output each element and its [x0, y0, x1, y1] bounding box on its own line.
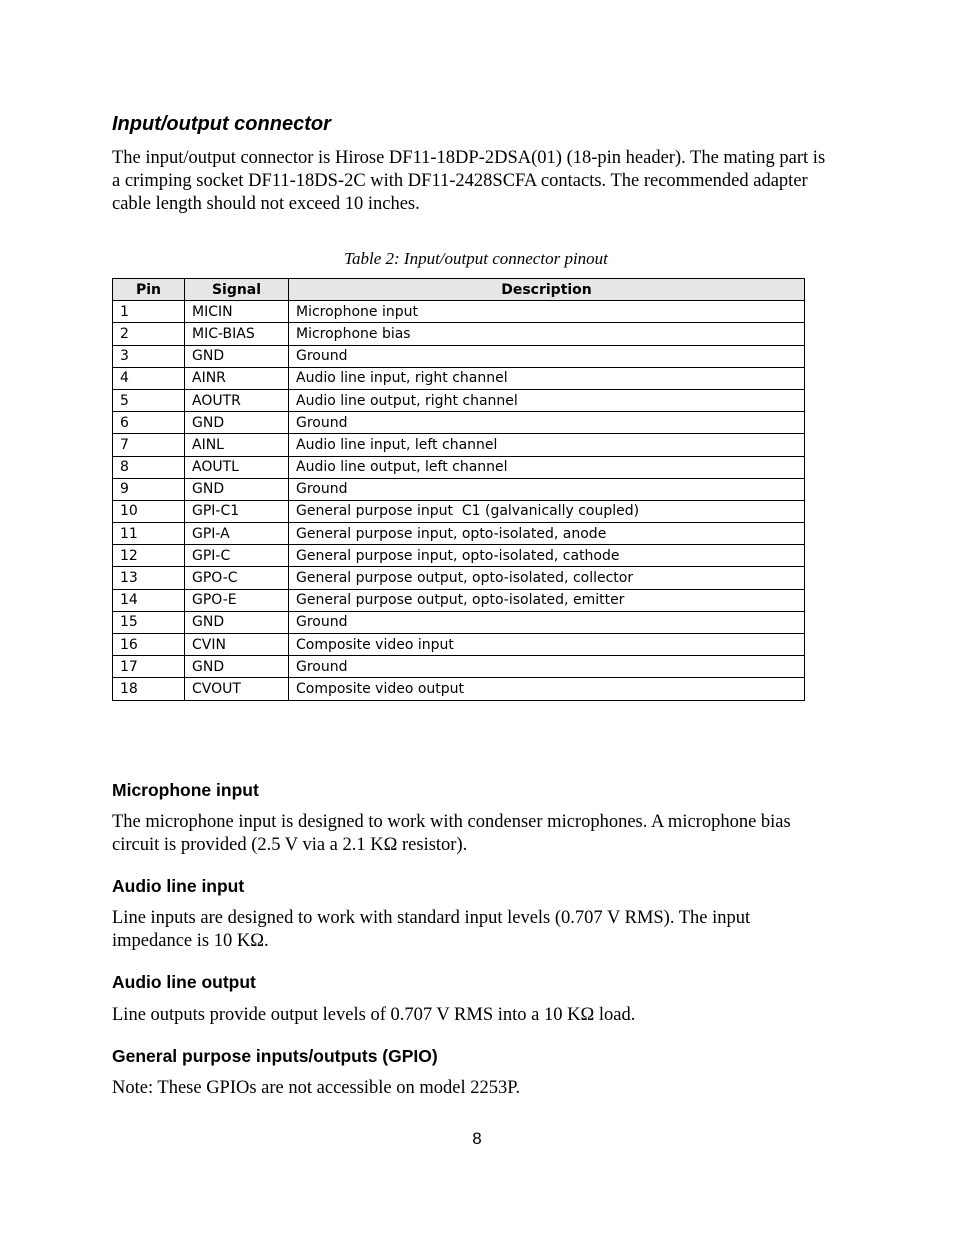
line-input-heading: Audio line input	[112, 876, 245, 896]
table-caption: Table 2: Input/output connector pinout	[344, 249, 608, 268]
signal-cell: MIC-BIAS	[185, 323, 289, 345]
pin-cell: 11	[113, 523, 185, 545]
header-signal: Signal	[185, 279, 289, 301]
table-row	[113, 611, 805, 633]
table-row	[113, 323, 805, 345]
signal-cell: GND	[185, 345, 289, 367]
description-cell: Audio line output, left channel	[289, 456, 805, 478]
pin-cell: 17	[113, 656, 185, 678]
pin-cell: 8	[113, 456, 185, 478]
description-cell: Microphone input	[289, 301, 805, 323]
table-row	[113, 678, 805, 700]
header-pin: Pin	[113, 279, 185, 301]
pin-cell: 4	[113, 367, 185, 389]
description-cell: Ground	[289, 611, 805, 633]
line-output-paragraph: Line outputs provide output levels of 0.707 V RMS into a 10 KΩ load.	[112, 1005, 636, 1025]
table-row	[113, 589, 805, 611]
signal-cell: GPO-E	[185, 589, 289, 611]
pin-cell: 3	[113, 345, 185, 367]
signal-cell: CVOUT	[185, 678, 289, 700]
gpio-heading: General purpose inputs/outputs (GPIO)	[112, 1046, 438, 1066]
signal-cell: MICIN	[185, 301, 289, 323]
signal-cell: GND	[185, 478, 289, 500]
table-body	[113, 301, 805, 700]
table-row	[113, 523, 805, 545]
signal-cell: GND	[185, 656, 289, 678]
pin-cell: 15	[113, 611, 185, 633]
description-cell: General purpose input, opto-isolated, cathode	[289, 545, 805, 567]
description-cell: Audio line input, right channel	[289, 367, 805, 389]
signal-cell: GND	[185, 611, 289, 633]
table-row	[113, 456, 805, 478]
microphone-heading: Microphone input	[112, 780, 259, 800]
table-row	[113, 412, 805, 434]
table-row	[113, 634, 805, 656]
pin-cell: 1	[113, 301, 185, 323]
description-cell: Ground	[289, 656, 805, 678]
description-cell: Ground	[289, 478, 805, 500]
pin-cell: 5	[113, 389, 185, 411]
signal-cell: GPI-C	[185, 545, 289, 567]
header-description: Description	[289, 279, 805, 301]
description-cell: Composite video output	[289, 678, 805, 700]
page-number: 8	[472, 1129, 482, 1148]
signal-cell: AINR	[185, 367, 289, 389]
table-row	[113, 656, 805, 678]
pin-cell: 16	[113, 634, 185, 656]
description-cell: Audio line input, left channel	[289, 434, 805, 456]
pin-cell: 12	[113, 545, 185, 567]
description-cell: Audio line output, right channel	[289, 389, 805, 411]
pin-cell: 18	[113, 678, 185, 700]
table-row	[113, 301, 805, 323]
description-cell: General purpose output, opto-isolated, collector	[289, 567, 805, 589]
signal-cell: CVIN	[185, 634, 289, 656]
description-cell: General purpose input C1 (galvanically coupled)	[289, 500, 805, 522]
signal-cell: AOUTL	[185, 456, 289, 478]
gpio-paragraph: Note: These GPIOs are not accessible on model 2253P.	[112, 1078, 521, 1098]
signal-cell: GPI-C1	[185, 500, 289, 522]
description-cell: Microphone bias	[289, 323, 805, 345]
line-output-heading: Audio line output	[112, 972, 256, 992]
signal-cell: GPI-A	[185, 523, 289, 545]
signal-cell: GPO-C	[185, 567, 289, 589]
section-heading: Input/output connector	[112, 113, 331, 135]
description-cell: General purpose output, opto-isolated, emitter	[289, 589, 805, 611]
signal-cell: AOUTR	[185, 389, 289, 411]
microphone-paragraph: The microphone input is designed to work with condenser microphones. A microphone bias circuit is provided (2.5 V via a 2.1 KΩ resistor).	[112, 812, 791, 855]
table-row	[113, 500, 805, 522]
description-cell: Ground	[289, 412, 805, 434]
pin-cell: 7	[113, 434, 185, 456]
signal-cell: GND	[185, 412, 289, 434]
pin-cell: 14	[113, 589, 185, 611]
line-input-paragraph: Line inputs are designed to work with standard input levels (0.707 V RMS). The input impedance is 10 KΩ.	[112, 908, 751, 951]
description-cell: General purpose input, opto-isolated, anode	[289, 523, 805, 545]
description-cell: Composite video input	[289, 634, 805, 656]
intro-paragraph: The input/output connector is Hirose DF11-18DP-2DSA(01) (18-pin header). The mating part is a crimping socket DF11-18DS-2C with DF11-2428SCFA contacts. The recommended adapter cable length should not exceed 10 inches.	[112, 148, 826, 214]
signal-cell: AINL	[185, 434, 289, 456]
pin-cell: 13	[113, 567, 185, 589]
table-row	[113, 345, 805, 367]
pin-cell: 9	[113, 478, 185, 500]
table-row	[113, 545, 805, 567]
table-row	[113, 434, 805, 456]
table-row	[113, 367, 805, 389]
table-row	[113, 567, 805, 589]
pin-cell: 6	[113, 412, 185, 434]
table-row	[113, 389, 805, 411]
table-header-row	[113, 279, 805, 301]
description-cell: Ground	[289, 345, 805, 367]
table-row	[113, 478, 805, 500]
pin-cell: 10	[113, 500, 185, 522]
pinout-table	[112, 278, 805, 701]
pin-cell: 2	[113, 323, 185, 345]
